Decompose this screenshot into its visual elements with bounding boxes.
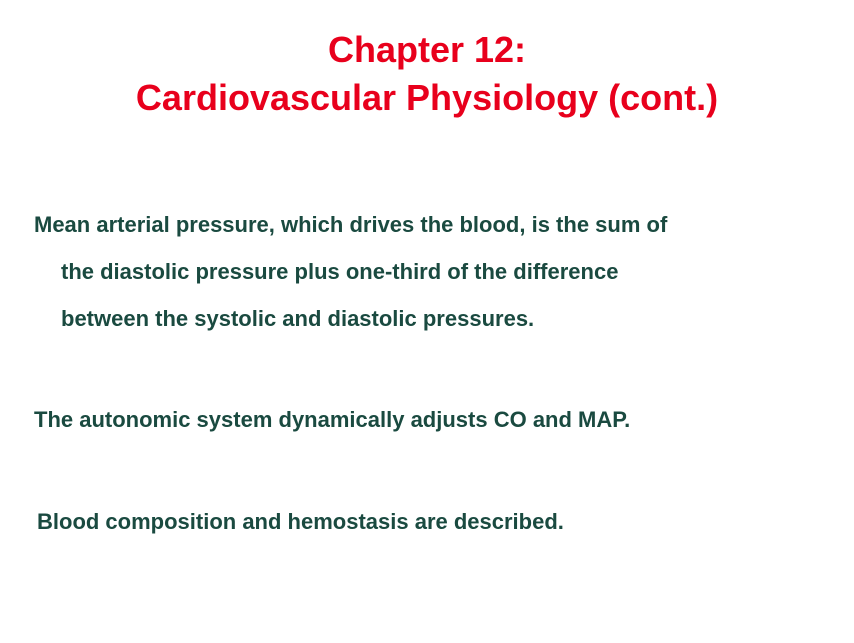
paragraph-blood-composition	[37, 509, 564, 556]
paragraph-line: Mean arterial pressure, which drives the blood, is the sum of	[34, 212, 668, 237]
paragraph-line: Blood composition and hemostasis are described.	[37, 509, 564, 534]
paragraph-mean-arterial-pressure	[34, 212, 667, 353]
paragraph-line: between the systolic and diastolic pressures.	[61, 306, 535, 331]
paragraph-line: The autonomic system dynamically adjusts CO and MAP.	[34, 407, 631, 432]
paragraph-line: the diastolic pressure plus one-third of the difference	[61, 259, 619, 284]
slide-title	[0, 26, 854, 122]
title-line-chapter: Chapter 12:	[327, 29, 527, 70]
title-line-subject: Cardiovascular Physiology (cont.)	[135, 77, 719, 118]
paragraph-autonomic-system	[34, 407, 630, 454]
